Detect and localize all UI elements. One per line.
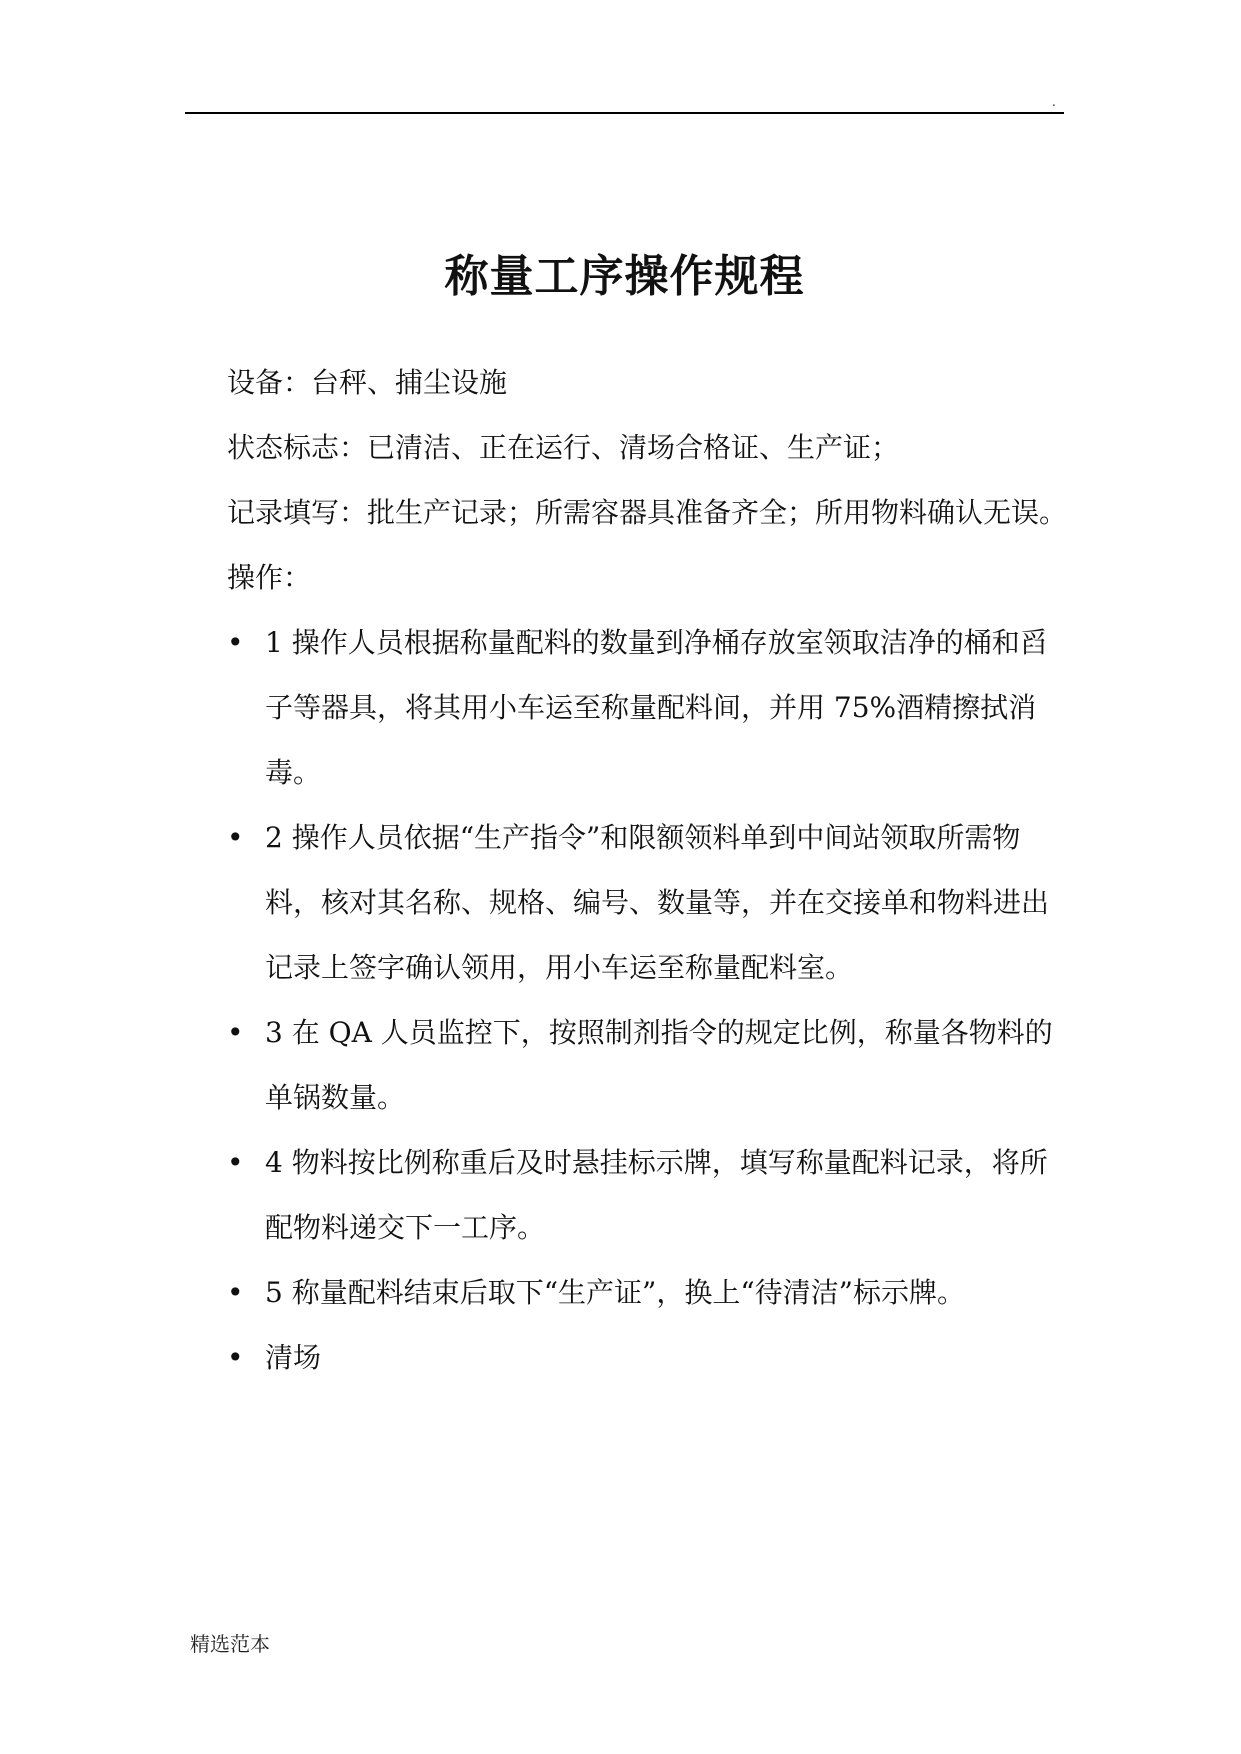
list-item bbox=[227, 1000, 1067, 1130]
list-item bbox=[227, 1325, 1067, 1390]
bullet-icon: • bbox=[227, 1341, 244, 1374]
bullet-icon: • bbox=[227, 1016, 244, 1049]
bullet-icon: • bbox=[227, 626, 244, 659]
step-text: 3 在 QA 人员监控下，按照制剂指令的规定比例，称量各物料的单锅数量。 bbox=[265, 1016, 1053, 1114]
list-item bbox=[227, 1130, 1067, 1260]
document-title: 称量工序操作规程 bbox=[444, 251, 805, 303]
step-text: 1 操作人员根据称量配料的数量到净桶存放室领取洁净的桶和舀子等器具，将其用小车运至称量配料间，并用 75%酒精擦拭消毒。 bbox=[265, 626, 1048, 789]
header-mark: . bbox=[1052, 95, 1056, 109]
bullet-icon: • bbox=[227, 1146, 244, 1179]
header-rule bbox=[185, 112, 1064, 114]
document-body bbox=[227, 350, 1067, 1390]
steps-list bbox=[227, 610, 1067, 1390]
bullet-icon: • bbox=[227, 1276, 244, 1309]
list-item bbox=[227, 805, 1067, 1000]
step-text: 5 称量配料结束后取下“生产证”，换上“待清洁”标示牌。 bbox=[265, 1276, 965, 1309]
record-line: 记录填写：批生产记录；所需容器具准备齐全；所用物料确认无误。 bbox=[227, 496, 1068, 529]
footer-text: 精选范本 bbox=[190, 1632, 270, 1656]
list-item bbox=[227, 610, 1067, 805]
step-text: 4 物料按比例称重后及时悬挂标示牌，填写称量配料记录，将所配物料递交下一工序。 bbox=[265, 1146, 1048, 1244]
operation-heading: 操作： bbox=[227, 561, 312, 594]
list-item bbox=[227, 1260, 1067, 1325]
equipment-line: 设备：台秤、捕尘设施 bbox=[227, 366, 508, 399]
status-line: 状态标志：已清洁、正在运行、清场合格证、生产证； bbox=[227, 431, 900, 464]
bullet-icon: • bbox=[227, 821, 244, 854]
step-text: 清场 bbox=[265, 1341, 322, 1374]
step-text: 2 操作人员依据“生产指令”和限额领料单到中间站领取所需物料，核对其名称、规格、编号、数量等，并在交接单和物料进出记录上签字确认领用，用小车运至称量配料室。 bbox=[265, 821, 1050, 984]
